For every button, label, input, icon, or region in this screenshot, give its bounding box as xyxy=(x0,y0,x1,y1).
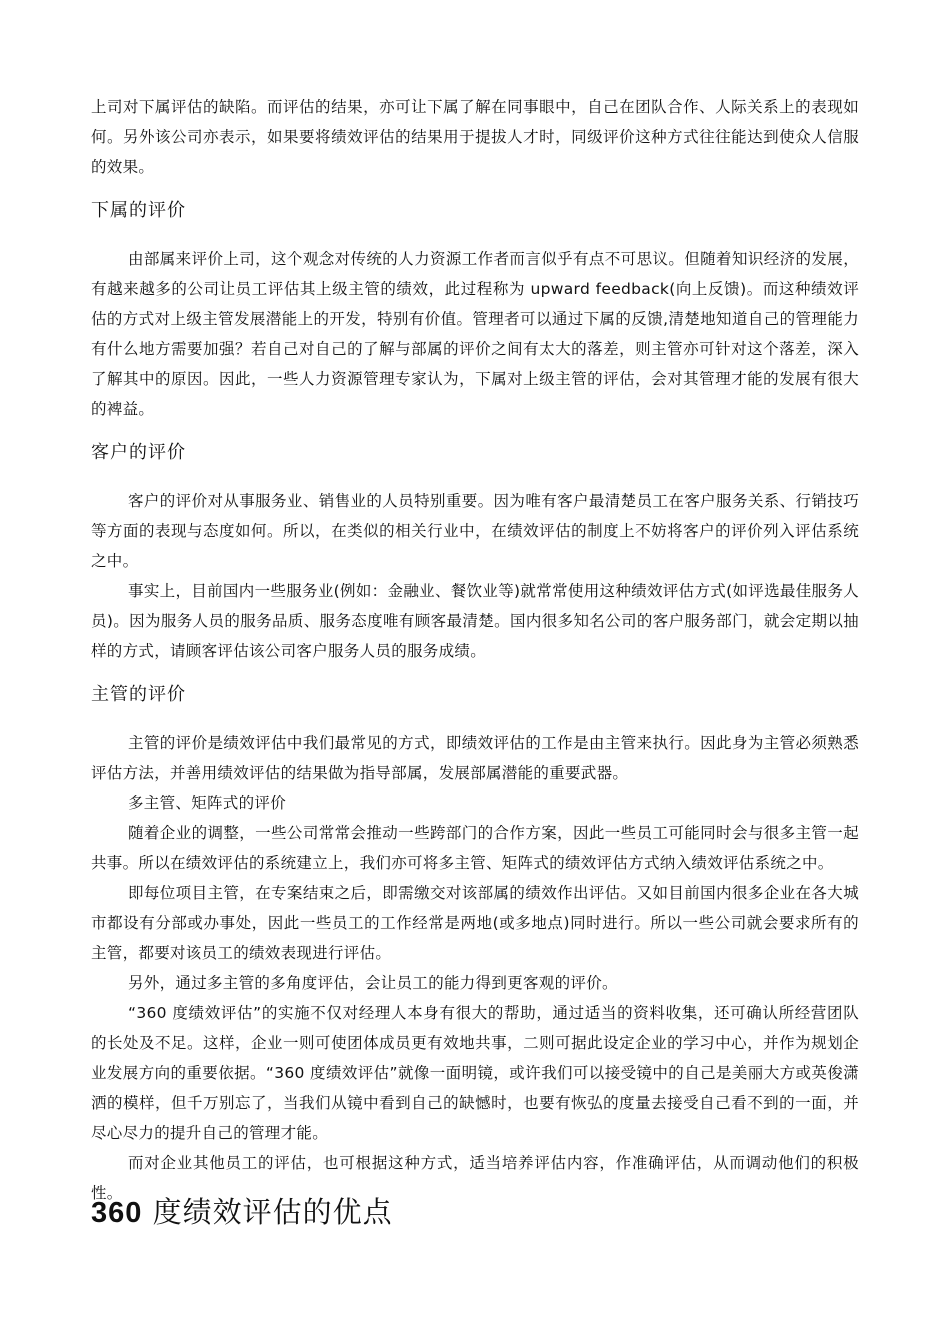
heading-subordinate-evaluation: 下属的评价 xyxy=(91,200,186,221)
paragraph-360-2: 而对企业其他员工的评估，也可根据这种方式，适当培养评估内容，作准确评估，从而调动他们的积极性。 xyxy=(91,1154,859,1202)
paragraph-supervisor-4: 即每位项目主管，在专案结束之后，即需缴交对该部属的绩效作出评估。又如目前国内很多企业在各大城市都设有分部或办事处，因此一些员工的工作经常是两地(或多地点)同时进行。所以一些公司就会要求所有的主管，都要对该员工的绩效表现进行评估。 xyxy=(91,884,859,962)
paragraph-supervisor-1: 主管的评价是绩效评估中我们最常见的方式，即绩效评估的工作是由主管来执行。因此身为主管必须熟悉评估方法，并善用绩效评估的结果做为指导部属，发展部属潜能的重要武器。 xyxy=(91,734,859,782)
paragraph-customer-2: 事实上，目前国内一些服务业(例如：金融业、餐饮业等)就常常使用这种绩效评估方式(如评选最佳服务人员)。因为服务人员的服务品质、服务态度唯有顾客最清楚。国内很多知名公司的客户服务部门，就会定期以抽样的方式，请顾客评估该公司客户服务人员的服务成绩。 xyxy=(91,582,859,660)
section-title-number: 360 xyxy=(91,1197,143,1229)
heading-supervisor-evaluation: 主管的评价 xyxy=(91,684,186,705)
paragraph-supervisor-2: 多主管、矩阵式的评价 xyxy=(128,794,287,812)
section-title-360-advantages xyxy=(91,1192,393,1233)
paragraph-customer-1: 客户的评价对从事服务业、销售业的人员特别重要。因为唯有客户最清楚员工在客户服务关系、行销技巧等方面的表现与态度如何。所以，在类似的相关行业中，在绩效评估的制度上不妨将客户的评价列入评估系统之中。 xyxy=(91,492,859,570)
document-body xyxy=(91,92,859,1208)
section-title-text: 度绩效评估的优点 xyxy=(142,1195,393,1229)
paragraph-supervisor-5: 另外，通过多主管的多角度评估，会让员工的能力得到更客观的评价。 xyxy=(128,974,618,992)
paragraph-360-1: “360 度绩效评估”的实施不仅对经理人本身有很大的帮助，通过适当的资料收集，还可确认所经营团队的长处及不足。这样，企业一则可使团体成员更有效地共事，二则可据此设定企业的学习中心，并作为规划企业发展方向的重要依据。“360 度绩效评估”就像一面明镜，或许我们可以接受镜中的自己是美丽大方或英俊潇洒的模样，但千万别忘了，当我们从镜中看到自己的缺憾时，也要有恢弘的度量去接受自己看不到的一面，并尽心尽力的提升自己的管理才能。 xyxy=(91,1004,859,1142)
paragraph-supervisor-3: 随着企业的调整，一些公司常常会推动一些跨部门的合作方案，因此一些员工可能同时会与很多主管一起共事。所以在绩效评估的系统建立上，我们亦可将多主管、矩阵式的绩效评估方式纳入绩效评估系统之中。 xyxy=(91,824,859,872)
paragraph-subordinate: 由部属来评价上司，这个观念对传统的人力资源工作者而言似乎有点不可思议。但随着知识经济的发展，有越来越多的公司让员工评估其上级主管的绩效，此过程称为 upward feedback(向上反馈)。而这种绩效评估的方式对上级主管发展潜能上的开发，特别有价值。管理者可以通过下属的反馈,清楚地知道自己的管理能力有什么地方需要加强？若自己对自己的了解与部属的评价之间有太大的落差，则主管亦可针对这个落差，深入了解其中的原因。因此，一些人力资源管理专家认为，下属对上级主管的评估，会对其管理才能的发展有很大的裨益。 xyxy=(91,250,859,418)
paragraph-intro: 上司对下属评估的缺陷。而评估的结果，亦可让下属了解在同事眼中，自己在团队合作、人际关系上的表现如何。另外该公司亦表示，如果要将绩效评估的结果用于提拔人才时，同级评价这种方式往往能达到使众人信服的效果。 xyxy=(91,98,859,176)
heading-customer-evaluation: 客户的评价 xyxy=(91,442,186,463)
